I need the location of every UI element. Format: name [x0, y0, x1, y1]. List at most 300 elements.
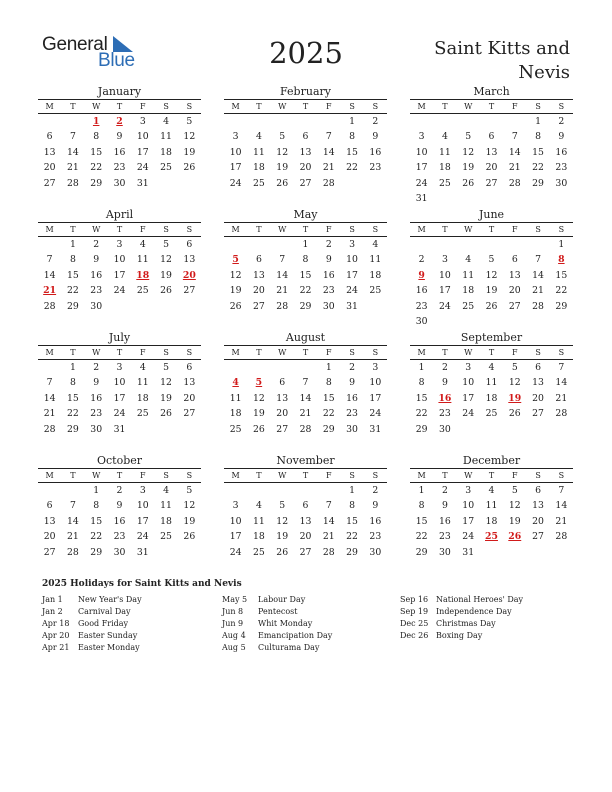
- holiday-name: New Year's Day: [78, 595, 142, 604]
- weekday-label: W: [464, 225, 473, 234]
- day: 3: [116, 239, 123, 250]
- day: 13: [508, 269, 521, 281]
- month-name: January: [97, 85, 142, 98]
- day: 25: [253, 546, 265, 558]
- holiday-row: [42, 642, 142, 654]
- day: 28: [43, 423, 56, 435]
- day-empty: [271, 483, 294, 498]
- day: 16: [415, 285, 428, 297]
- holiday-name: Boxing Day: [436, 631, 483, 640]
- day: 27: [485, 177, 498, 189]
- weekday-label: T: [116, 348, 123, 357]
- holiday-row: [400, 630, 523, 642]
- day: 30: [322, 300, 335, 312]
- day: 1: [418, 362, 425, 373]
- day: 21: [67, 531, 79, 543]
- holiday-name: Labour Day: [258, 595, 306, 604]
- day: 17: [369, 392, 382, 404]
- holiday-day: 9: [418, 269, 425, 281]
- day: 28: [555, 531, 568, 543]
- weekday-header: [224, 345, 387, 360]
- day: 20: [276, 408, 289, 420]
- day: 5: [186, 485, 193, 496]
- holiday-day: 1: [92, 116, 100, 127]
- holiday-day: 25: [485, 531, 498, 543]
- day: 1: [418, 485, 425, 496]
- day: 11: [253, 515, 265, 527]
- day: 13: [276, 392, 289, 404]
- day: 13: [532, 377, 544, 389]
- day: 26: [160, 285, 172, 297]
- day: 14: [43, 392, 56, 404]
- weekday-label: S: [558, 348, 565, 357]
- weekday-label: T: [256, 102, 262, 111]
- day-grid: [38, 360, 201, 437]
- weekday-label: S: [558, 102, 565, 111]
- day: 23: [90, 285, 103, 297]
- day: 3: [465, 485, 472, 496]
- day-empty: [224, 483, 247, 498]
- day: 22: [299, 285, 312, 297]
- day: 4: [255, 131, 262, 143]
- day: 20: [532, 392, 544, 404]
- logo-text-blue: Blue: [98, 50, 135, 71]
- weekday-label: T: [256, 225, 262, 234]
- day: 21: [555, 515, 568, 527]
- day: 19: [276, 531, 289, 543]
- day: 23: [439, 408, 451, 420]
- weekday-label: S: [535, 471, 541, 480]
- holiday-day: 4: [232, 377, 239, 389]
- day: 12: [508, 500, 521, 512]
- day: 19: [160, 392, 172, 404]
- day: 5: [279, 131, 286, 143]
- day-empty: [457, 114, 480, 129]
- month-may: [224, 207, 387, 314]
- month-name: June: [478, 208, 505, 221]
- weekday-label: T: [70, 225, 76, 234]
- day: 16: [346, 392, 358, 404]
- holiday-column: [222, 594, 332, 654]
- holiday-name: Whit Monday: [258, 619, 313, 628]
- holiday-name: Good Friday: [78, 619, 129, 628]
- day: 27: [43, 546, 56, 558]
- day-empty: [271, 114, 294, 129]
- day: 3: [418, 131, 425, 143]
- day-empty: [247, 360, 270, 375]
- day: 17: [229, 162, 242, 174]
- holiday-row: [42, 630, 142, 642]
- weekday-label: M: [231, 471, 240, 480]
- day: 10: [136, 500, 149, 512]
- weekday-label: F: [326, 225, 332, 234]
- holiday-name: Emancipation Day: [258, 631, 333, 640]
- day: 2: [558, 116, 565, 127]
- weekday-label: W: [92, 225, 101, 234]
- day: 14: [532, 269, 544, 281]
- holiday-date: Apr 18: [42, 619, 70, 628]
- day-empty: [294, 360, 317, 375]
- weekday-label: S: [349, 225, 355, 234]
- day: 26: [276, 546, 289, 558]
- day-empty: [38, 237, 61, 252]
- day: 21: [276, 285, 289, 297]
- holiday-name: Carnival Day: [78, 607, 131, 616]
- weekday-label: M: [231, 102, 240, 111]
- day: 26: [229, 300, 242, 312]
- day: 12: [276, 146, 289, 158]
- day: 6: [186, 239, 193, 250]
- day: 16: [90, 392, 103, 404]
- day: 11: [485, 377, 498, 389]
- holiday-day: 16: [438, 392, 452, 404]
- day-grid: [410, 483, 573, 560]
- holiday-row: [42, 594, 142, 606]
- day: 14: [322, 146, 335, 158]
- day: 6: [302, 500, 309, 512]
- weekday-label: S: [558, 225, 565, 234]
- day: 4: [139, 239, 146, 250]
- day: 12: [485, 269, 498, 281]
- day: 2: [93, 239, 100, 250]
- holiday-row: [400, 618, 523, 630]
- weekday-label: F: [512, 102, 518, 111]
- holiday-date: Aug 4: [222, 631, 246, 640]
- weekday-label: T: [70, 471, 76, 480]
- weekday-label: W: [278, 471, 287, 480]
- day: 23: [369, 162, 382, 174]
- day: 9: [372, 500, 379, 512]
- holiday-date: Dec 25: [400, 619, 429, 628]
- day: 19: [508, 515, 521, 527]
- weekday-label: W: [464, 102, 473, 111]
- day: 7: [46, 254, 53, 266]
- day: 13: [183, 377, 196, 389]
- day-empty: [247, 114, 270, 129]
- logo-text-general: General: [42, 34, 108, 55]
- weekday-label: F: [512, 471, 518, 480]
- holiday-date: Apr 20: [42, 631, 70, 640]
- holiday-day: 8: [558, 254, 565, 266]
- day: 20: [253, 285, 265, 297]
- weekday-label: W: [278, 102, 287, 111]
- day: 30: [439, 546, 451, 558]
- day: 3: [465, 362, 472, 373]
- weekday-label: S: [535, 102, 541, 111]
- day: 9: [93, 254, 100, 266]
- day: 28: [67, 177, 79, 189]
- day: 30: [369, 546, 382, 558]
- day: 22: [415, 531, 428, 543]
- day: 18: [160, 146, 172, 158]
- month-name: April: [105, 208, 134, 221]
- month-august: [224, 330, 387, 437]
- day: 26: [160, 408, 172, 420]
- day: 23: [415, 300, 428, 312]
- day: 21: [322, 162, 335, 174]
- holiday-day: 26: [508, 531, 522, 543]
- day: 12: [160, 377, 172, 389]
- day: 16: [113, 515, 126, 527]
- day: 12: [508, 377, 521, 389]
- weekday-label: T: [488, 102, 495, 111]
- day: 24: [369, 408, 382, 420]
- day: 29: [555, 300, 568, 312]
- day-empty: [271, 237, 294, 252]
- month-name: December: [462, 454, 521, 467]
- day: 6: [46, 131, 53, 143]
- day: 20: [43, 531, 56, 543]
- day: 23: [90, 408, 103, 420]
- day: 10: [229, 146, 242, 158]
- day: 8: [349, 500, 356, 512]
- day: 26: [462, 177, 475, 189]
- day: 30: [439, 423, 451, 435]
- day: 22: [532, 162, 544, 174]
- day: 18: [462, 285, 475, 297]
- day: 5: [163, 362, 170, 373]
- day: 7: [558, 485, 565, 496]
- weekday-label: S: [186, 102, 193, 111]
- day: 6: [186, 362, 193, 373]
- day-empty: [503, 114, 526, 129]
- day: 23: [113, 162, 126, 174]
- month-november: [224, 453, 387, 560]
- day: 29: [322, 423, 335, 435]
- day: 6: [255, 254, 262, 266]
- day: 28: [276, 300, 289, 312]
- day: 15: [90, 515, 103, 527]
- month-name: March: [473, 85, 510, 98]
- day: 26: [253, 423, 265, 435]
- day-empty: [410, 237, 433, 252]
- day-empty: [247, 483, 270, 498]
- weekday-label: S: [349, 102, 355, 111]
- weekday-label: S: [163, 225, 169, 234]
- day: 17: [439, 285, 451, 297]
- day: 7: [325, 500, 332, 512]
- holiday-name: Pentecost: [258, 607, 298, 616]
- weekday-header: [38, 468, 201, 483]
- month-june: [410, 207, 573, 329]
- day: 8: [302, 254, 309, 266]
- day: 26: [183, 162, 196, 174]
- day: 11: [160, 131, 172, 143]
- day-empty: [224, 114, 247, 129]
- weekday-label: M: [231, 225, 240, 234]
- day-grid: [410, 360, 573, 437]
- day: 5: [511, 362, 518, 373]
- holiday-column: [400, 594, 523, 642]
- day: 22: [67, 285, 79, 297]
- day: 11: [229, 392, 242, 404]
- day: 8: [418, 500, 425, 512]
- day: 8: [93, 500, 100, 512]
- day: 13: [183, 254, 196, 266]
- day: 20: [508, 285, 521, 297]
- day: 31: [462, 546, 475, 558]
- day: 24: [229, 546, 242, 558]
- weekday-label: M: [417, 348, 426, 357]
- day: 2: [372, 485, 379, 496]
- weekday-label: T: [488, 471, 495, 480]
- holiday-date: Jun 9: [222, 619, 244, 628]
- day: 24: [346, 285, 358, 297]
- day: 27: [532, 408, 544, 420]
- weekday-label: W: [92, 348, 101, 357]
- day: 27: [532, 531, 544, 543]
- day: 8: [93, 131, 100, 143]
- day: 19: [253, 408, 265, 420]
- day: 22: [67, 408, 79, 420]
- day: 20: [43, 162, 56, 174]
- day: 19: [160, 269, 172, 281]
- day: 2: [93, 362, 100, 373]
- weekday-header: [38, 222, 201, 237]
- weekday-label: S: [163, 348, 169, 357]
- day: 7: [535, 254, 542, 266]
- weekday-label: S: [186, 348, 193, 357]
- day: 7: [325, 131, 332, 143]
- day: 14: [276, 269, 289, 281]
- day: 1: [349, 485, 356, 496]
- day: 21: [555, 392, 568, 404]
- month-september: [410, 330, 573, 437]
- month-name: July: [108, 331, 131, 344]
- holiday-name: Culturama Day: [258, 643, 320, 652]
- day: 1: [69, 239, 76, 250]
- country-name: Saint Kitts and Nevis: [434, 38, 570, 83]
- month-name: September: [460, 331, 523, 344]
- day-empty: [480, 114, 503, 129]
- day: 2: [372, 116, 379, 127]
- day: 24: [462, 408, 475, 420]
- day: 6: [279, 377, 286, 389]
- day: 28: [532, 300, 544, 312]
- day: 20: [183, 392, 196, 404]
- month-january: [38, 84, 201, 191]
- day-grid: [224, 114, 387, 191]
- holiday-date: Jun 8: [222, 607, 244, 616]
- weekday-label: S: [535, 225, 541, 234]
- day: 27: [276, 423, 289, 435]
- day: 7: [511, 131, 518, 143]
- day: 9: [325, 254, 332, 266]
- weekday-label: S: [372, 348, 379, 357]
- day: 2: [349, 362, 356, 373]
- holiday-row: [42, 618, 142, 630]
- day: 16: [113, 146, 126, 158]
- day: 2: [116, 485, 123, 496]
- day: 18: [485, 515, 498, 527]
- day: 5: [163, 239, 170, 250]
- weekday-label: W: [278, 348, 287, 357]
- day: 17: [113, 269, 126, 281]
- weekday-label: S: [349, 348, 355, 357]
- day: 23: [113, 531, 126, 543]
- day: 12: [229, 269, 242, 281]
- day: 16: [439, 515, 451, 527]
- day: 11: [136, 377, 149, 389]
- weekday-header: [224, 468, 387, 483]
- day-empty: [503, 237, 526, 252]
- day-empty: [410, 114, 433, 129]
- day: 15: [90, 146, 103, 158]
- day: 4: [441, 131, 448, 143]
- weekday-label: S: [186, 225, 193, 234]
- day: 1: [69, 362, 76, 373]
- day: 4: [163, 485, 170, 496]
- day: 10: [415, 146, 428, 158]
- holiday-day: 21: [43, 285, 57, 297]
- day: 2: [418, 254, 425, 266]
- day: 29: [415, 546, 428, 558]
- day: 5: [186, 116, 193, 127]
- day-empty: [38, 114, 61, 129]
- day: 3: [441, 254, 448, 266]
- day: 24: [415, 177, 428, 189]
- day: 4: [488, 362, 495, 373]
- day: 8: [418, 377, 425, 389]
- day: 31: [415, 192, 428, 204]
- weekday-label: T: [302, 348, 309, 357]
- day-empty: [526, 237, 549, 252]
- day: 7: [558, 362, 565, 373]
- day: 15: [299, 269, 312, 281]
- day: 4: [372, 239, 379, 250]
- weekday-label: S: [163, 471, 169, 480]
- day: 23: [322, 285, 335, 297]
- weekday-label: F: [140, 348, 146, 357]
- day: 4: [488, 485, 495, 496]
- day: 27: [183, 408, 196, 420]
- day: 16: [369, 515, 382, 527]
- weekday-label: M: [45, 348, 54, 357]
- day: 1: [302, 239, 309, 250]
- day: 9: [349, 377, 356, 389]
- weekday-label: M: [417, 102, 426, 111]
- day: 11: [462, 269, 475, 281]
- holiday-date: Apr 21: [42, 643, 70, 652]
- day: 12: [462, 146, 475, 158]
- day: 9: [441, 500, 448, 512]
- day: 22: [90, 531, 103, 543]
- day: 15: [555, 269, 568, 281]
- day: 6: [488, 131, 495, 143]
- month-name: November: [276, 454, 335, 467]
- day: 11: [485, 500, 498, 512]
- day: 11: [439, 146, 451, 158]
- day: 13: [253, 269, 265, 281]
- day: 13: [43, 515, 56, 527]
- day: 17: [462, 515, 475, 527]
- weekday-label: F: [326, 471, 332, 480]
- holiday-row: [42, 606, 142, 618]
- day: 14: [67, 515, 79, 527]
- weekday-header: [38, 99, 201, 114]
- day-empty: [61, 483, 84, 498]
- day: 30: [346, 423, 358, 435]
- day: 18: [485, 392, 498, 404]
- weekday-label: T: [442, 225, 448, 234]
- day: 30: [113, 177, 126, 189]
- weekday-label: F: [326, 348, 332, 357]
- day: 1: [93, 485, 100, 496]
- day: 20: [485, 162, 498, 174]
- day: 18: [253, 162, 265, 174]
- day: 10: [462, 500, 475, 512]
- day-grid: [410, 114, 573, 206]
